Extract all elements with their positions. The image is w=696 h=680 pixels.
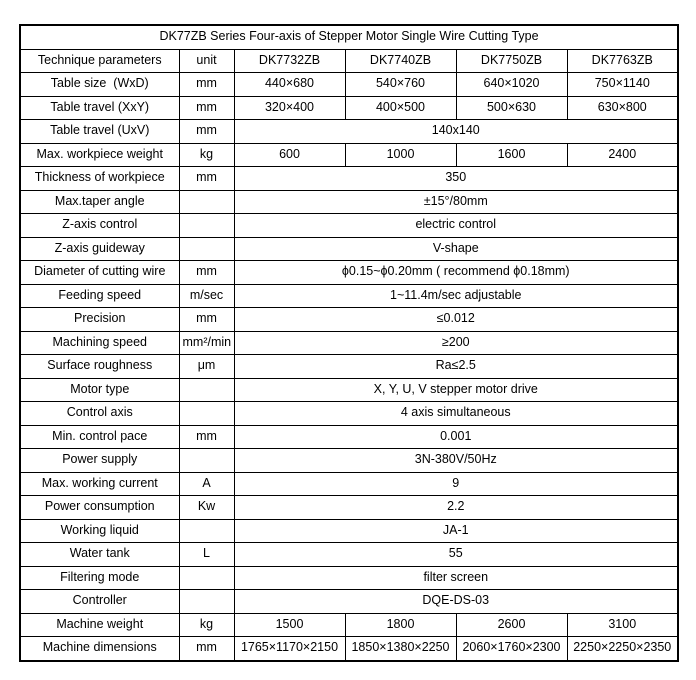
spec-row-table-size [20,73,678,97]
unit-cell [179,449,234,473]
param-cell: Table size (WxD) [20,73,179,97]
value-cell: 1600 [456,143,567,167]
spec-row-machining-speed [20,331,678,355]
value-cell-span: electric control [234,214,678,238]
unit-cell: mm [179,73,234,97]
unit-cell: mm [179,637,234,661]
param-cell: Max. workpiece weight [20,143,179,167]
value-cell: 400×500 [345,96,456,120]
spec-row-power-consumption [20,496,678,520]
value-cell-span: 55 [234,543,678,567]
value-cell: 2250×2250×2350 [567,637,678,661]
param-cell: Working liquid [20,519,179,543]
param-cell: Motor type [20,378,179,402]
param-cell: Table travel (UxV) [20,120,179,144]
param-cell: Control axis [20,402,179,426]
unit-cell: mm [179,308,234,332]
header-model-dk7732zb: DK7732ZB [234,49,345,73]
param-cell: Filtering mode [20,566,179,590]
value-cell: 640×1020 [456,73,567,97]
value-cell: 1850×1380×2250 [345,637,456,661]
title-row [20,25,678,49]
value-cell: 2400 [567,143,678,167]
param-cell: Power consumption [20,496,179,520]
page [19,24,679,662]
value-cell: 600 [234,143,345,167]
spec-row-surface-roughness [20,355,678,379]
spec-row-control-axis [20,402,678,426]
spec-row-filtering-mode [20,566,678,590]
value-cell-span: filter screen [234,566,678,590]
param-cell: Machining speed [20,331,179,355]
unit-cell: mm [179,96,234,120]
value-cell: 750×1140 [567,73,678,97]
header-technique-parameters: Technique parameters [20,49,179,73]
spec-row-motor-type [20,378,678,402]
param-cell: Power supply [20,449,179,473]
spec-row-max-taper-angle [20,190,678,214]
param-cell: Feeding speed [20,284,179,308]
value-cell-span: 3N-380V/50Hz [234,449,678,473]
value-cell-span: ϕ0.15~ϕ0.20mm ( recommend ϕ0.18mm) [234,261,678,285]
param-cell: Min. control pace [20,425,179,449]
param-cell: Water tank [20,543,179,567]
spec-row-precision [20,308,678,332]
spec-row-min-control-pace [20,425,678,449]
value-cell: 630×800 [567,96,678,120]
unit-cell [179,402,234,426]
unit-cell: L [179,543,234,567]
unit-cell [179,519,234,543]
value-cell: 500×630 [456,96,567,120]
unit-cell: m/sec [179,284,234,308]
value-cell: 440×680 [234,73,345,97]
value-cell-span: 1~11.4m/sec adjustable [234,284,678,308]
value-cell-span: X, Y, U, V stepper motor drive [234,378,678,402]
spec-row-thickness [20,167,678,191]
unit-cell: mm [179,167,234,191]
unit-cell [179,566,234,590]
param-cell: Table travel (XxY) [20,96,179,120]
unit-cell [179,190,234,214]
value-cell-span: ±15°/80mm [234,190,678,214]
unit-cell: mm [179,425,234,449]
value-cell: 320×400 [234,96,345,120]
spec-row-working-liquid [20,519,678,543]
value-cell: 3100 [567,613,678,637]
unit-cell: kg [179,143,234,167]
param-cell: Z-axis guideway [20,237,179,261]
spec-row-max-workpiece-weight [20,143,678,167]
header-model-dk7763zb: DK7763ZB [567,49,678,73]
param-cell: Max. working current [20,472,179,496]
value-cell-span: ≥200 [234,331,678,355]
spec-row-machine-weight [20,613,678,637]
value-cell-span: DQE-DS-03 [234,590,678,614]
param-cell: Z-axis control [20,214,179,238]
param-cell: Machine dimensions [20,637,179,661]
unit-cell [179,214,234,238]
param-cell: Thickness of workpiece [20,167,179,191]
param-cell: Machine weight [20,613,179,637]
value-cell-span: 2.2 [234,496,678,520]
param-cell: Precision [20,308,179,332]
unit-cell: mm²/min [179,331,234,355]
spec-row-z-axis-guideway [20,237,678,261]
header-model-dk7740zb: DK7740ZB [345,49,456,73]
value-cell-span: JA-1 [234,519,678,543]
unit-cell: mm [179,261,234,285]
unit-cell [179,590,234,614]
value-cell-span: V-shape [234,237,678,261]
value-cell: 1500 [234,613,345,637]
spec-row-table-travel-xy [20,96,678,120]
param-cell: Surface roughness [20,355,179,379]
value-cell-span: 140x140 [234,120,678,144]
param-cell: Diameter of cutting wire [20,261,179,285]
spec-row-feeding-speed [20,284,678,308]
value-cell: 1000 [345,143,456,167]
value-cell-span: 350 [234,167,678,191]
spec-row-power-supply [20,449,678,473]
value-cell-span: Ra≤2.5 [234,355,678,379]
value-cell-span: 0.001 [234,425,678,449]
value-cell: 540×760 [345,73,456,97]
unit-cell: mm [179,120,234,144]
spec-row-table-travel-uv [20,120,678,144]
unit-cell: Kw [179,496,234,520]
spec-row-machine-dimensions [20,637,678,661]
value-cell: 1765×1170×2150 [234,637,345,661]
value-cell: 2060×1760×2300 [456,637,567,661]
value-cell: 2600 [456,613,567,637]
spec-row-max-working-current [20,472,678,496]
spec-row-z-axis-control [20,214,678,238]
value-cell-span: 9 [234,472,678,496]
value-cell: 1800 [345,613,456,637]
param-cell: Max.taper angle [20,190,179,214]
value-cell-span: 4 axis simultaneous [234,402,678,426]
value-cell-span: ≤0.012 [234,308,678,332]
header-row [20,49,678,73]
table-title: DK77ZB Series Four-axis of Stepper Motor Single Wire Cutting Type [20,25,678,49]
unit-cell: A [179,472,234,496]
param-cell: Controller [20,590,179,614]
spec-table [19,24,679,662]
header-unit: unit [179,49,234,73]
spec-row-wire-diameter [20,261,678,285]
unit-cell: μm [179,355,234,379]
spec-row-water-tank [20,543,678,567]
unit-cell [179,237,234,261]
unit-cell: kg [179,613,234,637]
header-model-dk7750zb: DK7750ZB [456,49,567,73]
unit-cell [179,378,234,402]
spec-row-controller [20,590,678,614]
